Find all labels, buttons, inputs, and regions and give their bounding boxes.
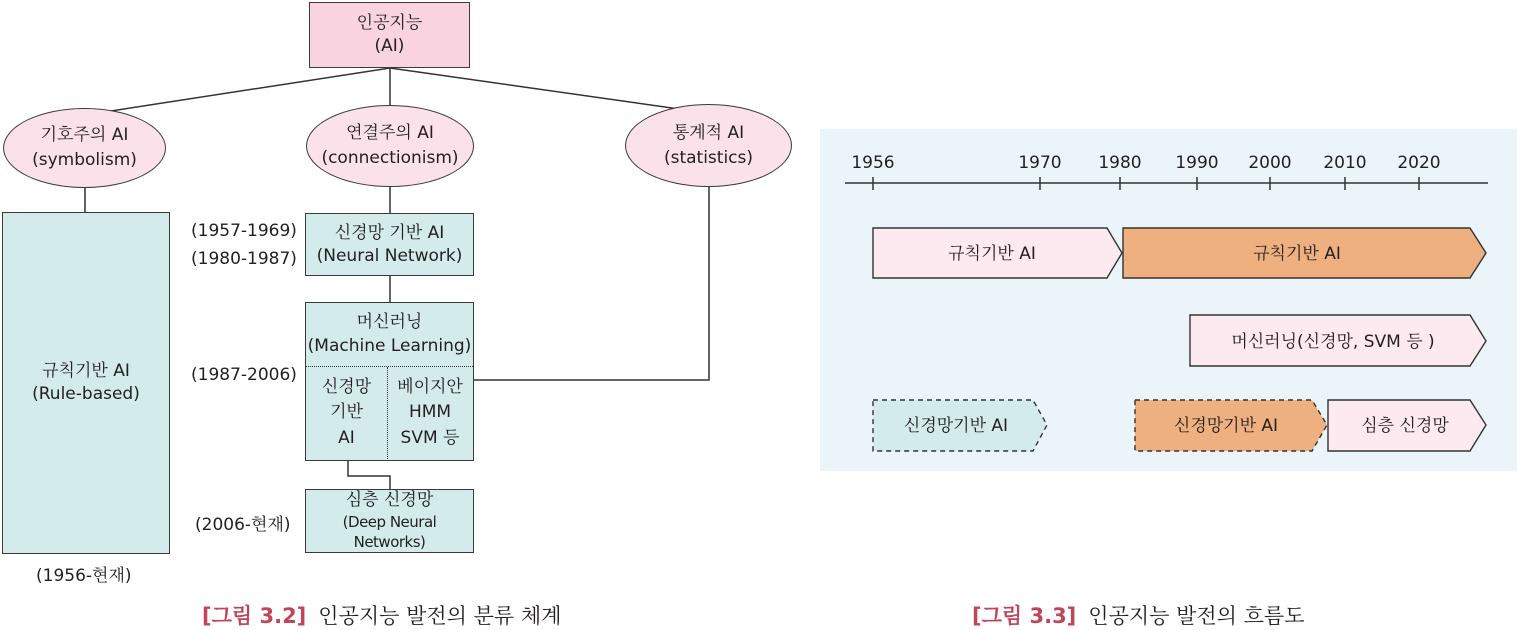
arrow-nn-late-label: 신경망기반 AI [1173,416,1279,436]
rule-based-sublabel: (Rule-based) [32,384,140,404]
connectionism-label: 연결주의 AI [346,123,434,144]
arrow-rule-early-label: 규칙기반 AI [948,244,1036,264]
ml-neural-line2: 기반 [330,402,363,423]
nn-period-2: (1980-1987) [191,249,297,269]
arrow-rule-late-label: 규칙기반 AI [1253,244,1341,264]
neural-network-label: 신경망 기반 AI [334,222,445,243]
machine-learning-sublabel: (Machine Learning) [307,335,472,356]
figure-3-3-number: [그림 3.3] [972,604,1077,628]
symbolism-sublabel: (symbolism) [32,150,137,170]
timeline-year-label: 1956 [851,153,895,173]
ml-statistical-line1: 베이지안 [397,376,463,397]
connectionism-sublabel: (connectionism) [321,148,459,168]
arrow-machine-learning-label: 머신러닝(신경망, SVM 등 ) [1231,332,1435,352]
ml-neural-line1: 신경망 [321,376,372,397]
timeline-year-label: 2000 [1248,153,1292,173]
statistics-sublabel: (statistics) [663,147,754,168]
timeline-year-label: 1990 [1175,153,1219,173]
symbolism-label: 기호주의 AI [40,125,129,146]
timeline-year-label: 1970 [1018,153,1062,173]
arrow-nn-early-label: 신경망기반 AI [903,416,1009,436]
dnn-period: (2006-현재) [195,515,291,535]
root-sublabel: (AI) [374,36,405,56]
machine-learning-label: 머신러닝 [356,311,423,332]
nn-period-1: (1957-1969) [191,221,297,241]
timeline-year-label: 2010 [1323,153,1367,173]
arrow-deep-label: 심층 신경망 [1361,416,1449,436]
timeline-year-label: 2020 [1397,153,1441,173]
timeline-year-label: 1980 [1098,153,1142,173]
ml-period: (1987-2006) [191,365,297,385]
ml-statistical-line2: HMM [408,402,452,423]
deep-neural-network-label: 심층 신경망 [345,490,434,511]
root-label: 인공지능 [356,13,423,34]
figure-3-3-title: 인공지능 발전의 흐름도 [1088,604,1305,628]
rule-based-label: 규칙기반 AI [42,361,130,382]
deep-neural-network-sublabel: (Deep Neural Networks) [342,513,437,552]
figure-3-3-caption [972,600,1305,630]
figure-3-2-number: [그림 3.2] [202,604,307,628]
ml-neural-line3: AI [338,427,355,448]
rule-based-period: (1956-현재) [36,566,132,586]
figure-3-2-title: 인공지능 발전의 분류 체계 [318,604,562,628]
ml-statistical-line3: SVM 등 [400,427,460,448]
statistics-label: 통계적 AI [672,122,745,143]
neural-network-sublabel: (Neural Network) [316,245,463,266]
